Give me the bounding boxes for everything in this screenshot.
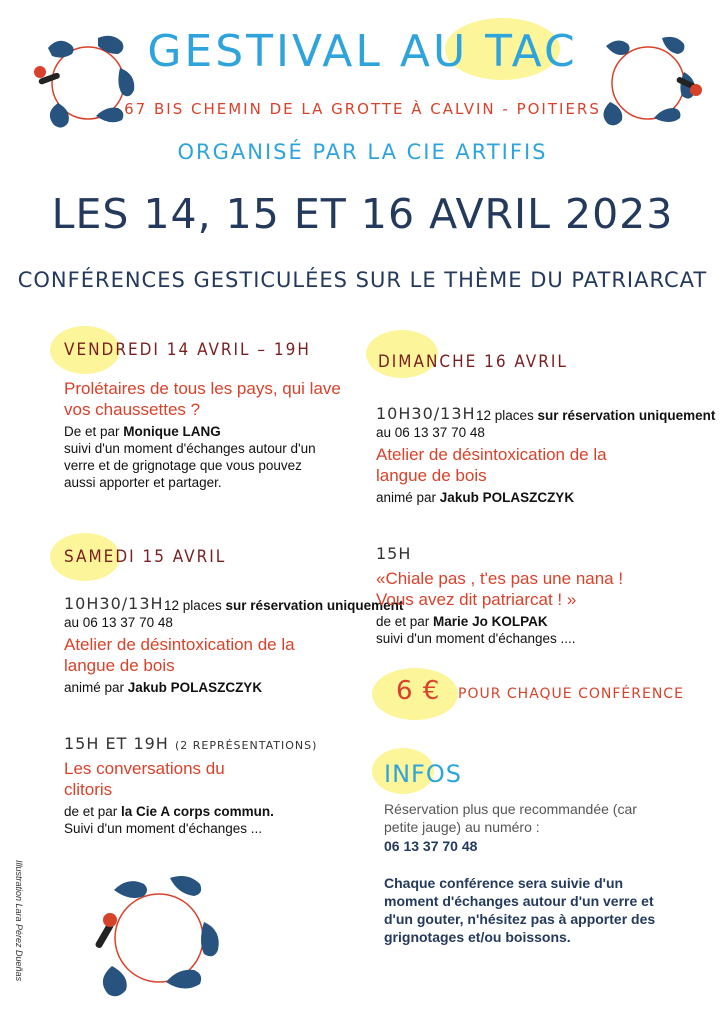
sunday-slot1-title: Atelier de désintoxication de la langue de bois xyxy=(376,445,607,485)
sunday-heading: DIMANCHE 16 AVRIL xyxy=(378,352,568,372)
festival-dates: LES 14, 15 ET 16 AVRIL 2023 xyxy=(51,190,674,238)
saturday-slot1-credits: animé par Jakub POLASZCZYK xyxy=(64,680,263,695)
festival-title: GESTIVAL AU TAC xyxy=(147,26,578,77)
price-label: POUR CHAQUE CONFÉRENCE xyxy=(458,686,684,702)
sunday-slot2-details: suivi d'un moment d'échanges .... xyxy=(376,631,576,646)
sunday-slot1-places: 12 places sur réservation uniquement xyxy=(476,408,716,423)
infos-heading: INFOS xyxy=(384,760,462,788)
sunday-slot2-time: 15H xyxy=(376,544,412,563)
saturday-slot2-details: Suivi d'un moment d'échanges ... xyxy=(64,821,263,836)
sunday-slot1-time: 10H30/13H xyxy=(376,404,476,423)
saturday-slot1-phone: au 06 13 37 70 48 xyxy=(64,615,173,630)
festival-theme: CONFÉRENCES GESTICULÉES SUR LE THÈME DU PATRIARCAT xyxy=(17,268,708,292)
infos-reservation: Réservation plus que recommandée (car petite jauge) au numéro : xyxy=(384,801,637,835)
sunday-slot1-phone: au 06 13 37 70 48 xyxy=(376,425,485,440)
friday-credits: De et par Monique LANG xyxy=(64,424,221,439)
friday-event-title: Prolétaires de tous les pays, qui lave vos chaussettes ? xyxy=(64,379,341,419)
infos-phone: 06 13 37 70 48 xyxy=(384,838,478,854)
friday-speaker: Monique LANG xyxy=(123,424,221,439)
address: 67 BIS CHEMIN DE LA GROTTE À CALVIN - POITIERS xyxy=(124,100,601,118)
saturday-slot2-credits: de et par la Cie A corps commun. xyxy=(64,804,274,819)
infos-closing: Chaque conférence sera suivie d'un moment d'échanges autour d'un verre et d'un gouter, n'hésitez pas à apporter des grignotages et/ou boissons. xyxy=(384,875,656,945)
hands-microphone-illustration-bottom xyxy=(84,870,234,1005)
saturday-slot1-places: 12 places sur réservation uniquement xyxy=(164,598,404,613)
saturday-slot2-time: 15H ET 19H (2 REPRÉSENTATIONS) xyxy=(64,734,318,753)
price-amount: 6 € xyxy=(396,676,441,706)
organizer: ORGANISÉ PAR LA CIE ARTIFIS xyxy=(177,140,548,164)
illustration-credit: Illustration Lara Pérez Dueñas xyxy=(14,860,24,982)
sunday-slot1-credits: animé par Jakub POLASZCZYK xyxy=(376,490,575,505)
saturday-slot1-title: Atelier de désintoxication de la langue de bois xyxy=(64,635,295,675)
saturday-heading: SAMEDI 15 AVRIL xyxy=(64,547,227,567)
sunday-slot2-credits: de et par Marie Jo KOLPAK xyxy=(376,614,548,629)
friday-heading: VENDREDI 14 AVRIL – 19H xyxy=(64,340,311,360)
saturday-slot1-time: 10H30/13H xyxy=(64,594,164,613)
sunday-slot2-title: «Chiale pas , t'es pas une nana ! Vous avez dit patriarcat ! » xyxy=(376,569,624,609)
friday-details: suivi d'un moment d'échanges autour d'un verre et de grignotage que vous pouvez aussi apporter et partager. xyxy=(64,441,316,490)
saturday-slot2-note: (2 REPRÉSENTATIONS) xyxy=(174,739,318,752)
saturday-slot2-title: Les conversations du clitoris xyxy=(64,759,225,799)
